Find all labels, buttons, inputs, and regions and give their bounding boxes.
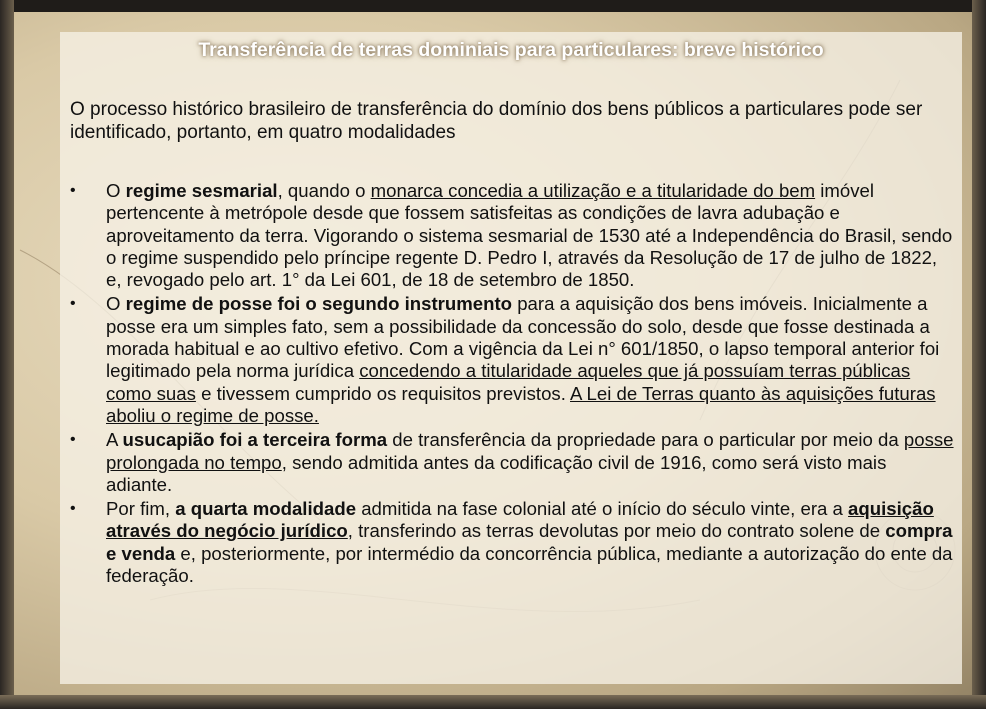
- bold-underlined-phrase: aquisição através do negócio jurídico: [106, 498, 934, 542]
- bold-term: a quarta modalidade: [175, 498, 357, 520]
- bullet-marker: •: [70, 295, 76, 313]
- bullet-marker: •: [70, 182, 76, 199]
- bold-term: regime sesmarial: [125, 180, 278, 201]
- underlined-phrase: monarca concedia a utilização e a titularidade do bem: [370, 180, 816, 201]
- bullet-item-posse: • O regime de posse foi o segundo instrumento para a aquisição dos bens imóveis. Inicialmente a posse era um simples fato, sem a possibilidade da concessão do solo, desde que fosse destinada a morada habitual e ao cultivo efetivo. Com a vigência da Lei n° 601/1850, o lapso temporal anterior foi legitimado pela norma jurídica concedendo a titularidade aqueles que já possuíam terras públicas como suas e tivessem cumprido os requisitos previstos. A Lei de Terras quanto às aquisições futuras aboliu o regime de posse.: [70, 293, 940, 426]
- top-border: [0, 0, 986, 12]
- bold-term: regime de posse foi o segundo instrumento: [125, 293, 513, 315]
- bullet-marker: •: [70, 500, 76, 518]
- bottom-border: [0, 695, 986, 709]
- bullet-item-sesmarial: • O regime sesmarial, quando o monarca concedia a utilização e a titularidade do bem imóvel pertencente à metrópole desde que fossem satisfeitas as condições de lavra adubação e aproveitamento da terra. Vigorando o sistema sesmarial de 1530 até a Independência do Brasil, sendo o regime suspendido pelo príncipe regente D. Pedro I, através da Resolução de 17 de julho de 1822, e, revogado pelo art. 1° da Lei 601, de 18 de setembro de 1850.: [70, 180, 953, 291]
- left-border: [0, 0, 14, 709]
- bullet-item-negocio-juridico: • Por fim, a quarta modalidade admitida na fase colonial até o início do século vinte, era a aquisição através do negócio jurídico, transferindo as terras devolutas por meio do contrato solene de compra e venda e, posteriormente, por intermédio da concorrência pública, mediante a autorização do ente da federação.: [70, 498, 953, 587]
- bullet-item-usucapiao: • A usucapião foi a terceira forma de transferência da propriedade para o particular por meio da posse prolongada no tempo, sendo admitida antes da codificação civil de 1916, como será visto mais adiante.: [70, 429, 954, 495]
- intro-paragraph: O processo histórico brasileiro de transferência do domínio dos bens públicos a particulares pode ser identificado, portanto, em quatro modalidades: [70, 99, 923, 143]
- underlined-phrase: posse prolongada no tempo: [106, 429, 954, 473]
- bullet-marker: •: [70, 431, 76, 449]
- slide-title: Transferência de terras dominiais para particulares: breve histórico: [198, 39, 824, 61]
- underlined-phrase: A Lei de Terras quanto às aquisições futuras aboliu o regime de posse.: [106, 382, 936, 426]
- right-border: [972, 0, 986, 709]
- bold-term: compra e venda: [106, 520, 953, 564]
- underlined-phrase: concedendo a titularidade aqueles que já possuíam terras públicas como suas: [106, 360, 911, 404]
- bullet-list: [70, 180, 954, 589]
- bold-term: usucapião foi a terceira forma: [122, 429, 388, 451]
